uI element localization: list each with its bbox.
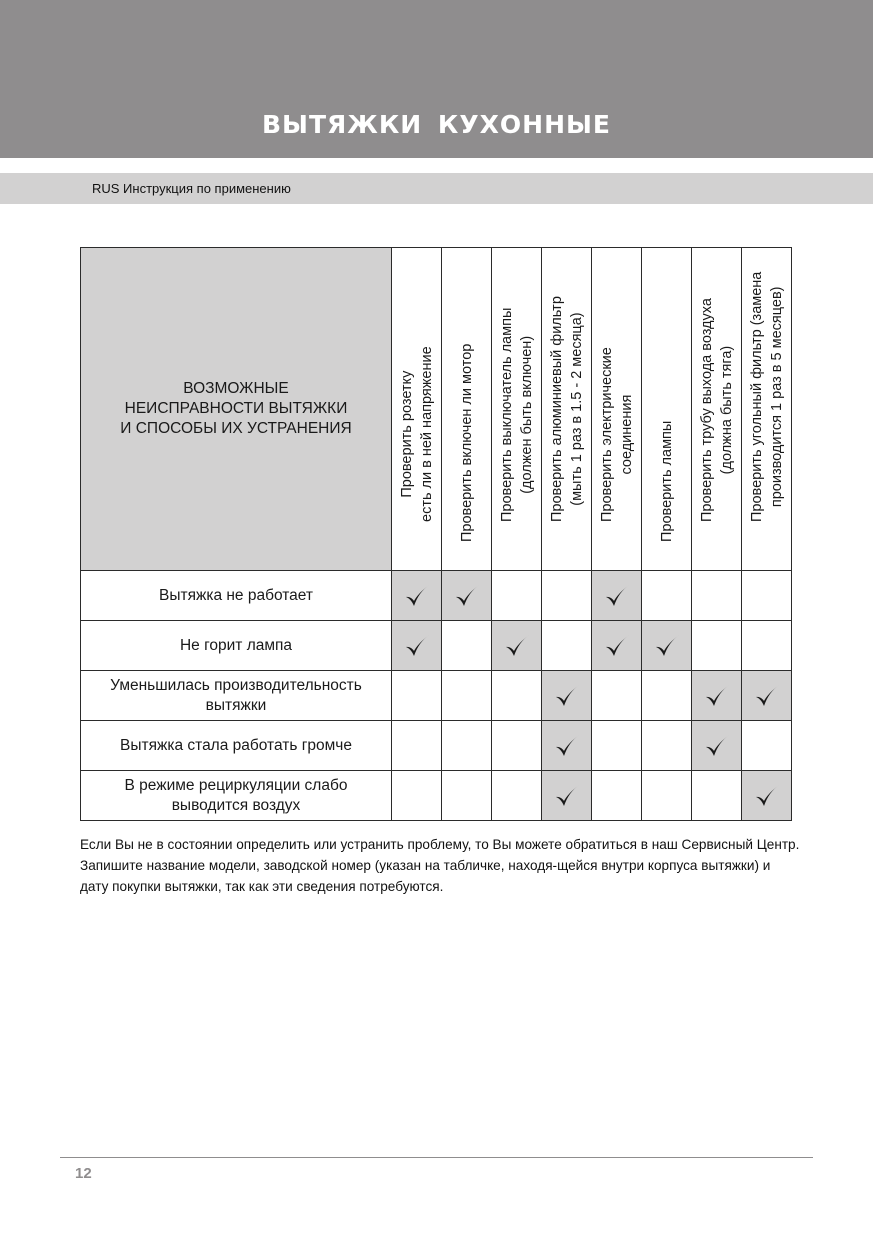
footer-divider (60, 1157, 813, 1158)
cell-empty (392, 771, 442, 821)
cell-empty (742, 621, 792, 671)
table-corner (81, 248, 392, 571)
row-label: Вытяжка не работает (81, 571, 392, 621)
cell-checked (642, 621, 692, 671)
checkmark-icon (553, 682, 581, 710)
checkmark-icon (553, 732, 581, 760)
cell-checked (542, 771, 592, 821)
cell-empty (442, 621, 492, 671)
cell-empty (442, 771, 492, 821)
cell-empty (642, 671, 692, 721)
cell-checked (592, 571, 642, 621)
checkmark-icon (703, 732, 731, 760)
cell-checked (392, 571, 442, 621)
checkmark-icon (403, 632, 431, 660)
cell-empty (492, 721, 542, 771)
page-title: ВЫТЯЖКИ КУХОННЫЕ (262, 110, 611, 139)
cell-checked (542, 721, 592, 771)
cell-empty (742, 571, 792, 621)
column-header-text (657, 421, 677, 542)
cell-empty (642, 771, 692, 821)
service-note: Если Вы не в состоянии определить или устранить проблему, то Вы можете обратиться в наш Сервисный Центр. Запишите название модели, заводской номер (указан на табличке, находя-щейся внутри корпуса вытяжки) и дату покупки вытяжки, так как эти сведения потребуются. (80, 837, 800, 894)
checkmark-icon (703, 682, 731, 710)
column-header-line1: Проверить угольный фильтр (замена (748, 271, 765, 522)
cell-checked (442, 571, 492, 621)
column-header-text (547, 296, 587, 522)
row-label: Уменьшилась производительность вытяжки (81, 671, 392, 721)
column-header-7 (692, 248, 742, 571)
cell-checked (492, 621, 542, 671)
cell-empty (392, 721, 442, 771)
cell-empty (592, 721, 642, 771)
checkmark-icon (603, 632, 631, 660)
row-label: Не горит лампа (81, 621, 392, 671)
cell-empty (742, 721, 792, 771)
cell-empty (542, 571, 592, 621)
subheader-text: RUS Инструкция по применению (92, 181, 291, 196)
checkmark-icon (403, 582, 431, 610)
table-row (81, 721, 792, 771)
row-label: Вытяжка стала работать громче (81, 721, 392, 771)
column-header-3 (492, 248, 542, 571)
column-header-line2: (должна быть тяга) (718, 345, 735, 475)
column-header-text (457, 344, 477, 542)
checkmark-icon (453, 582, 481, 610)
column-header-line1: Проверить лампы (658, 420, 675, 542)
cell-empty (492, 671, 542, 721)
column-header-line2: производится 1 раз в 5 месяцев) (768, 286, 785, 508)
cell-empty (592, 771, 642, 821)
table-row (81, 671, 792, 721)
cell-checked (742, 771, 792, 821)
cell-checked (542, 671, 592, 721)
cell-empty (642, 571, 692, 621)
row-label: В режиме рециркуляции слабо выводится воздух (81, 771, 392, 821)
cell-empty (392, 671, 442, 721)
column-header-text (397, 346, 437, 522)
checkmark-icon (753, 682, 781, 710)
checkmark-icon (553, 782, 581, 810)
column-header-line1: Проверить включен ли мотор (458, 343, 475, 542)
troubleshooting-table (80, 247, 792, 821)
cell-checked (592, 621, 642, 671)
column-header-line2: соединения (618, 394, 635, 475)
checkmark-icon (653, 632, 681, 660)
column-header-text (497, 308, 537, 522)
column-header-5 (592, 248, 642, 571)
table-row (81, 621, 792, 671)
column-header-line1: Проверить розетку (398, 370, 415, 498)
column-header-6 (642, 248, 692, 571)
cell-empty (692, 571, 742, 621)
page-number: 12 (75, 1165, 92, 1182)
column-header-1 (392, 248, 442, 571)
cell-empty (442, 671, 492, 721)
cell-empty (592, 671, 642, 721)
cell-empty (492, 571, 542, 621)
table-header-row (81, 248, 792, 571)
cell-checked (692, 721, 742, 771)
checkmark-icon (753, 782, 781, 810)
column-header-text (747, 272, 787, 522)
checkmark-icon (503, 632, 531, 660)
column-header-text (697, 298, 737, 522)
cell-checked (692, 671, 742, 721)
table-row (81, 571, 792, 621)
column-header-line2: (мыть 1 раз в 1.5 - 2 месяца) (568, 312, 585, 506)
column-header-8 (742, 248, 792, 571)
column-header-4 (542, 248, 592, 571)
column-header-text (597, 347, 637, 522)
column-header-line1: Проверить выключатель лампы (498, 307, 515, 522)
column-header-line2: есть ли в ней напряжение (418, 346, 435, 522)
column-header-line1: Проверить трубу выхода воздуха (698, 298, 715, 522)
cell-empty (542, 621, 592, 671)
cell-empty (642, 721, 692, 771)
column-header-line1: Проверить электрические (598, 347, 615, 522)
cell-checked (742, 671, 792, 721)
column-header-line2: (должен быть включен) (518, 335, 535, 494)
cell-empty (492, 771, 542, 821)
cell-checked (392, 621, 442, 671)
corner-text: ВОЗМОЖНЫЕ НЕИСПРАВНОСТИ ВЫТЯЖКИ И СПОСОБЫ ИХ УСТРАНЕНИЯ (120, 380, 352, 437)
cell-empty (692, 771, 742, 821)
cell-empty (692, 621, 742, 671)
checkmark-icon (603, 582, 631, 610)
column-header-2 (442, 248, 492, 571)
table-row (81, 771, 792, 821)
cell-empty (442, 721, 492, 771)
column-header-line1: Проверить алюминиевый фильтр (548, 296, 565, 522)
